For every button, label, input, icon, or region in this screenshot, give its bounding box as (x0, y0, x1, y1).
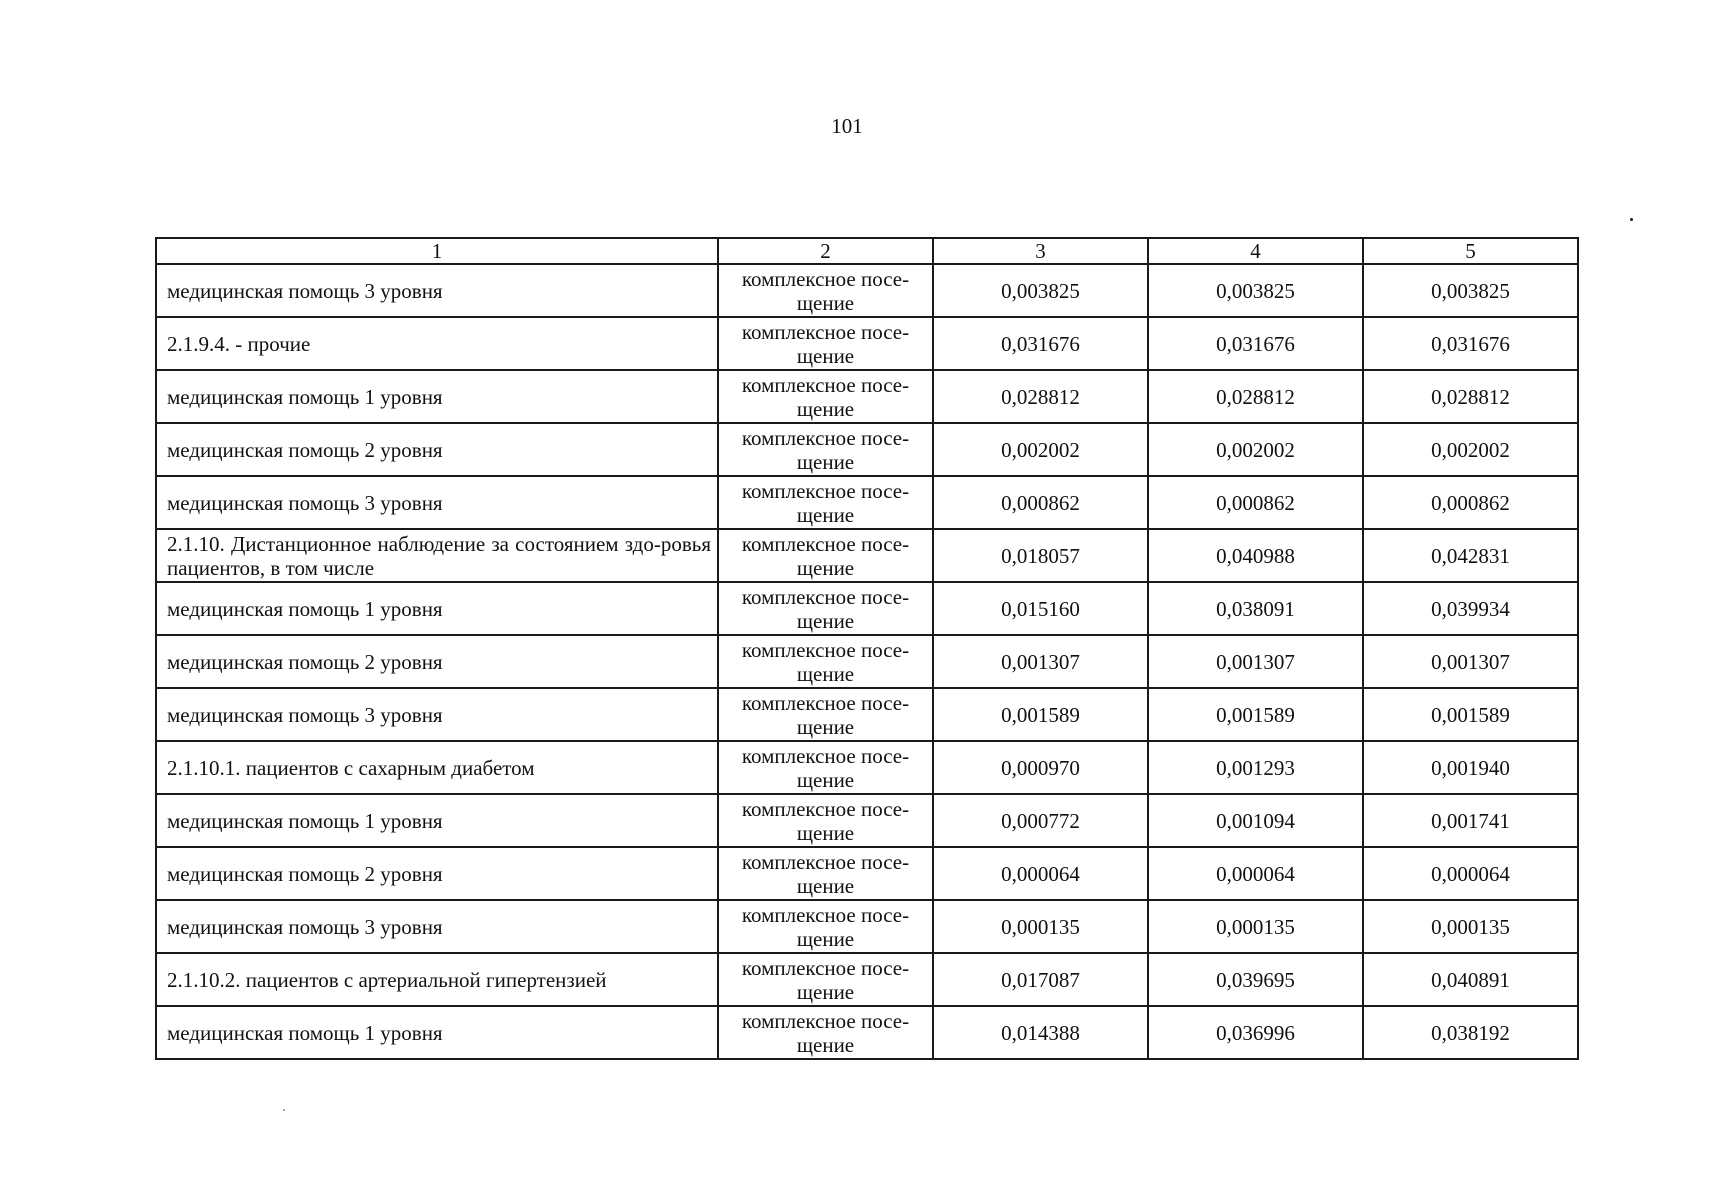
row-name-cell: медицинская помощь 2 уровня (156, 635, 718, 688)
value-cell-col-4: 0,031676 (1148, 317, 1363, 370)
row-unit-cell (718, 794, 933, 847)
column-header-3: 3 (933, 238, 1148, 264)
value-cell-col-5: 0,003825 (1363, 264, 1578, 317)
value-cell-col-4: 0,002002 (1148, 423, 1363, 476)
unit-line-2: щение (796, 502, 855, 527)
value-cell-col-5: 0,039934 (1363, 582, 1578, 635)
value-cell-col-4: 0,001094 (1148, 794, 1363, 847)
row-unit-cell (718, 582, 933, 635)
value-cell-col-3: 0,000772 (933, 794, 1148, 847)
unit-line-1: комплексное посе- (741, 1008, 910, 1033)
unit-line-2: щение (796, 873, 855, 898)
value-cell-col-4: 0,000064 (1148, 847, 1363, 900)
row-name-cell: медицинская помощь 1 уровня (156, 370, 718, 423)
unit-line-1: комплексное посе- (741, 531, 910, 556)
row-name-cell: 2.1.10.1. пациентов с сахарным диабетом (156, 741, 718, 794)
row-name-cell: медицинская помощь 2 уровня (156, 423, 718, 476)
unit-line-1: комплексное посе- (741, 955, 910, 980)
row-unit-cell (718, 317, 933, 370)
row-name-cell: медицинская помощь 3 уровня (156, 900, 718, 953)
row-unit-cell (718, 370, 933, 423)
row-name-cell: 2.1.9.4. - прочие (156, 317, 718, 370)
header-row (156, 238, 1578, 264)
value-cell-col-5: 0,001940 (1363, 741, 1578, 794)
value-cell-col-3: 0,015160 (933, 582, 1148, 635)
row-name-cell: медицинская помощь 3 уровня (156, 264, 718, 317)
value-cell-col-4: 0,000862 (1148, 476, 1363, 529)
unit-line-1: комплексное посе- (741, 796, 910, 821)
row-unit-cell (718, 529, 933, 582)
unit-line-1: комплексное посе- (741, 584, 910, 609)
value-cell-col-3: 0,001307 (933, 635, 1148, 688)
table-row (156, 688, 1578, 741)
unit-line-1: комплексное посе- (741, 372, 910, 397)
value-cell-col-5: 0,000135 (1363, 900, 1578, 953)
row-name-cell: медицинская помощь 1 уровня (156, 1006, 718, 1059)
unit-line-2: щение (796, 396, 855, 421)
value-cell-col-5: 0,001307 (1363, 635, 1578, 688)
unit-line-2: щение (796, 449, 855, 474)
unit-line-1: комплексное посе- (741, 425, 910, 450)
table-row (156, 264, 1578, 317)
unit-line-2: щение (796, 608, 855, 633)
value-cell-col-4: 0,001589 (1148, 688, 1363, 741)
value-cell-col-5: 0,040891 (1363, 953, 1578, 1006)
row-unit-cell (718, 423, 933, 476)
unit-line-1: комплексное посе- (741, 743, 910, 768)
unit-line-1: комплексное посе- (741, 902, 910, 927)
table-row (156, 741, 1578, 794)
table-row (156, 635, 1578, 688)
row-name-cell: медицинская помощь 3 уровня (156, 476, 718, 529)
value-cell-col-5: 0,042831 (1363, 529, 1578, 582)
value-cell-col-4: 0,000135 (1148, 900, 1363, 953)
unit-line-1: комплексное посе- (741, 690, 910, 715)
unit-line-1: комплексное посе- (741, 266, 910, 291)
value-cell-col-3: 0,031676 (933, 317, 1148, 370)
row-name-cell: медицинская помощь 1 уровня (156, 582, 718, 635)
table-row (156, 847, 1578, 900)
unit-line-2: щение (796, 979, 855, 1004)
column-header-4: 4 (1148, 238, 1363, 264)
unit-line-2: щение (796, 555, 855, 580)
table-row (156, 476, 1578, 529)
row-unit-cell (718, 953, 933, 1006)
table-row (156, 423, 1578, 476)
row-name-cell: 2.1.10.2. пациентов с артериальной гипертензией (156, 953, 718, 1006)
value-cell-col-4: 0,003825 (1148, 264, 1363, 317)
unit-line-2: щение (796, 926, 855, 951)
table-row (156, 529, 1578, 582)
column-header-5: 5 (1363, 238, 1578, 264)
value-cell-col-3: 0,002002 (933, 423, 1148, 476)
value-cell-col-5: 0,002002 (1363, 423, 1578, 476)
value-cell-col-3: 0,000970 (933, 741, 1148, 794)
row-name-cell: медицинская помощь 3 уровня (156, 688, 718, 741)
value-cell-col-3: 0,000064 (933, 847, 1148, 900)
value-cell-col-5: 0,001589 (1363, 688, 1578, 741)
row-unit-cell (718, 1006, 933, 1059)
unit-line-2: щение (796, 661, 855, 686)
unit-line-1: комплексное посе- (741, 637, 910, 662)
table-row (156, 317, 1578, 370)
scan-speck (283, 1109, 285, 1111)
unit-line-1: комплексное посе- (741, 319, 910, 344)
value-cell-col-3: 0,017087 (933, 953, 1148, 1006)
value-cell-col-3: 0,014388 (933, 1006, 1148, 1059)
unit-line-1: комплексное посе- (741, 478, 910, 503)
table-row (156, 1006, 1578, 1059)
row-name-cell: медицинская помощь 2 уровня (156, 847, 718, 900)
table-row (156, 582, 1578, 635)
table-row (156, 370, 1578, 423)
data-table (155, 237, 1579, 1060)
value-cell-col-3: 0,000135 (933, 900, 1148, 953)
value-cell-col-4: 0,001293 (1148, 741, 1363, 794)
value-cell-col-4: 0,028812 (1148, 370, 1363, 423)
value-cell-col-4: 0,038091 (1148, 582, 1363, 635)
value-cell-col-5: 0,000064 (1363, 847, 1578, 900)
row-unit-cell (718, 688, 933, 741)
value-cell-col-3: 0,028812 (933, 370, 1148, 423)
unit-line-2: щение (796, 820, 855, 845)
unit-line-1: комплексное посе- (741, 849, 910, 874)
value-cell-col-3: 0,003825 (933, 264, 1148, 317)
unit-line-2: щение (796, 290, 855, 315)
unit-line-2: щение (796, 767, 855, 792)
row-unit-cell (718, 476, 933, 529)
unit-line-2: щение (796, 343, 855, 368)
value-cell-col-4: 0,040988 (1148, 529, 1363, 582)
scan-speck (1630, 218, 1633, 221)
row-unit-cell (718, 635, 933, 688)
value-cell-col-4: 0,036996 (1148, 1006, 1363, 1059)
unit-line-2: щение (796, 714, 855, 739)
value-cell-col-4: 0,039695 (1148, 953, 1363, 1006)
value-cell-col-5: 0,031676 (1363, 317, 1578, 370)
row-name-cell: 2.1.10. Дистанционное наблюдение за состоянием здо-ровья пациентов, в том числе (156, 529, 718, 582)
column-header-2: 2 (718, 238, 933, 264)
row-name-cell: медицинская помощь 1 уровня (156, 794, 718, 847)
row-unit-cell (718, 847, 933, 900)
value-cell-col-5: 0,038192 (1363, 1006, 1578, 1059)
row-unit-cell (718, 264, 933, 317)
row-unit-cell (718, 741, 933, 794)
value-cell-col-4: 0,001307 (1148, 635, 1363, 688)
table-row (156, 794, 1578, 847)
value-cell-col-5: 0,000862 (1363, 476, 1578, 529)
table-row (156, 953, 1578, 1006)
value-cell-col-3: 0,018057 (933, 529, 1148, 582)
table-row (156, 900, 1578, 953)
table-body (156, 264, 1578, 1059)
value-cell-col-5: 0,028812 (1363, 370, 1578, 423)
value-cell-col-3: 0,001589 (933, 688, 1148, 741)
value-cell-col-3: 0,000862 (933, 476, 1148, 529)
unit-line-2: щение (796, 1032, 855, 1057)
page-number: 101 (831, 114, 863, 138)
column-header-1: 1 (156, 238, 718, 264)
value-cell-col-5: 0,001741 (1363, 794, 1578, 847)
row-unit-cell (718, 900, 933, 953)
